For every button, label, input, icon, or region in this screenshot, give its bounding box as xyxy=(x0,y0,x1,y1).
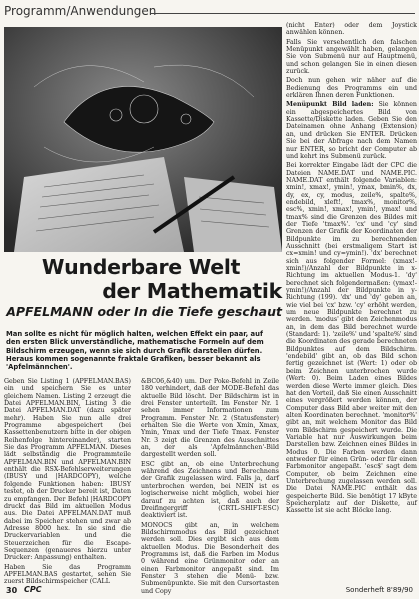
mandelbrot-photo xyxy=(4,27,282,252)
lead-paragraph: Man sollte es nicht für möglich halten, welchen Effekt ein paar, auf den ersten Blick unverständliche, mathematische Formeln auf dem Bildschirm erzeugen, wenn sie sich durch Grafik darstellen dürfen. Heraus kommen sogenannte fraktale Grafiken, besser bekannt als 'Apfelmännchen'. xyxy=(6,330,264,372)
section-header xyxy=(0,0,419,22)
col1-para-1: Geben Sie Listing 1 (APFELMAN.BAS) ein und speichern Sie es unter gleichem Namen. Listing 2 erzeugt die Datei APFELMAN.BIN, Listing 3 die Datei APFELMAN.DAT (dazu später mehr). Haben Sie nun alle drei Programme abgespeichert (bei Kassettenbenutzern bitte in der obigen Reihenfolge hintereinander), starten Sie das Programm APFELMAN. Dieses lädt selbständig die Programmteile APFELMAN.BIN und APFELMAN.BIN enthält die RSX-Befehlserweiterungen (IBUSY und |HARDCOPY), welche folgende Funktionen haben: IBUSY testet, ob der Drucker bereit ist, Daten zu empfangen. Der Befehl |HARDCOPY druckt das Bild im aktuellen Modus aus. Die Datei APFELMAN.DAT muß dabei im Speicher stehen und zwar ab Adresse 8000 hex. In sie sind die Druckervariablen und die Steuerzeichen für die Escape-Sequenzen (genaueres hierzu unter Drucker: Anpassung) enthalten. xyxy=(4,378,131,562)
side-para-5: Bei korrekter Eingabe lädt der CPC die Dateien NAME.DAT und NAME.PIC. NAME.DAT enthält folgende Variablen: xmin!, xmax!, ymin!, ymax, bmin%, dx, dy, ex, cy, modus, zeile%, spalte%, endebild, xleft!, tmax%, monitor%, esc%, xmin!, xmax!, ymin!, ymax! und tmax% sind die Grenzen des Bildes mit der Tiefe 'tmax%'. 'cx' und 'cy' sind Grenzen der Grafik der Koordinaten der Bildpunkte im zu berechnenden Ausschnitt (bei erstmaligem Start ist cx=xmin! und cy=ymin!). 'dx' berechnet sich aus folgender Formel: (xmax!-xmin!)/Anzahl der Bildpunkte in x-Richtung im aktuellen Modus-1. 'dy' berechnet sich folgendermaßen: (ymax!-ymin!)/Anzahl der Bildpunkte in y-Richtung (199). 'dx' und 'dy' geben an, wie viel bei 'cx' bzw. 'cy' erhöht werden, um neue Bildpunkte berechnet zu werden. 'modus' gibt den Zeichenmodus an, in dem das Bild berechnet wurde (Standard: 1). 'zeile%' und 'spalte%' sind die Koordinaten des gerade berechneten Bildpunktes auf dem Bildschirm. 'endebild' gibt an, ob das Bild schon fertig gezeichnet ist (Wert: 1) oder ob beim Zeichnen unterbrochen wurde (Wert: 0). Beim Laden eines Bildes werden diese Werte immer gleich. Dies hat den Vorteil, daß Sie einen Ausschnitt eines vergrößert werden können, der Computer dass Bild aber weiter mit den alten Koordinaten berechnet. 'monitor%' gibt an, mit welchem Monitor das Bild vom Bildschirm gespeichert wurde. Die Variable hat nur Auswirkungen beim Darstellen bzw. Zeichnen eines Bildes in Modus 0. Die Farben werden dann entweder für einen Grün- oder für einen Farbmonitor angepaßt. 'esc$' sagt dem Computer, ob beim Zeichnen eine Unterbrechung zugelassen werden soll. Die Datei NAME.PIC enthält das gespeicherte Bild. Sie benötigt 17 kByte Speicherplatz auf der Diskette, auf Kassette ist sie acht Blöcke lang. xyxy=(286,162,417,515)
menu-heading: Menüpunkt Bild laden: xyxy=(286,101,374,109)
body-column-2 xyxy=(141,378,279,597)
section-title: Programm/Anwendungen xyxy=(4,4,157,18)
side-para-1: (nicht Enter) oder dem Joystick anwählen können. xyxy=(286,22,417,37)
side-para-3: Doch nun gehen wir näher auf die Bedienung des Programms ein und erklären Ihnen deren Funktionen. xyxy=(286,77,417,100)
col1-para-2: Haben Sie das Programm APFELMAN.BAS gestartet, sehen Sie zuerst Bildschirmspeicher (CALL xyxy=(4,563,131,586)
title-line-1: Wunderbare Welt xyxy=(41,255,241,279)
page-footer xyxy=(0,583,419,599)
subtitle: APFELMANN oder In die Tiefe geschaut xyxy=(6,304,282,319)
title-line-2: der Mathematik xyxy=(102,279,282,303)
col2-para-2: ESC gibt an, ob eine Unterbrechung während des Zeichnens und Berechnens der Grafik zugelassen wird. Falls ja, darf unterbrochen werden, bei NEIN ist es logischerweise nicht möglich, wobei hier darauf zu achten ist, daß auch der Dreifingergriff (CRTL-SHIFT-ESC) deaktiviert ist. xyxy=(141,460,279,520)
col2-para-3: MONOCS gibt an, in welchem Bildschirmmodus das Bild gezeichnet werden soll. Dies ergibt sich aus dem aktuellen Modus. Die Besonderheit des Programms ist, daß die Farben im Modus 0 während eine Grünmonitor oder an einen Farbmonitor angepaßt sind. Im Fenster 3 stehen die Menü- bzw. Submenüpunkte. Sie mit den Cursortasten und Copy xyxy=(141,521,279,595)
header-rule xyxy=(150,13,415,14)
fractal-illustration xyxy=(4,27,282,252)
side-para-4 xyxy=(286,101,417,160)
menu-text: Sie können ein abgespeichertes Bild von Kassette/Diskette laden. Geben Sie den Dateinamen ohne Anhang (Extension) an, und drücken Sie ENTER. Drücken Sie bei der Abfrage nach dem Namen nur ENTER, so bricht der Computer ab und kehrt ins Submenü zurück. xyxy=(286,101,417,160)
col2-para-1: &BC06,&40) um. Der Poke-Befehl in Zeile 180 verhindert, daß der MODE-Befehl das aktuelle Bild löscht. Der Bildschirm ist in drei Fenster unterteilt. Im Fenster Nr. 1 sehen immer Informationen zum Programm. Fenster Nr. 2 (Statusfenster) erhalten Sie die Werte von Xmin, Xmax, Ymin, Ymax und der Tiefe Tmax. Fenster Nr. 3 zeigt die Grenzen des Ausschnittes an, der als 'Apfelmännchen'-Bild dargestellt werden soll. xyxy=(141,378,279,459)
page-number: 30 xyxy=(6,586,18,595)
issue-label: Sonderheft 8'89/90 xyxy=(345,586,413,594)
article-title xyxy=(0,254,419,326)
side-para-2: Falls Sie versehentlich den falschen Menüpunkt angewählt haben, gelangen Sie von Submenü nur auf Hauptmenü, und schon gelangen Sie in einen diesen zurück. xyxy=(286,38,417,76)
magazine-name: CPC xyxy=(24,585,42,594)
body-column-1 xyxy=(4,378,131,588)
paper-sheet-right xyxy=(184,177,282,252)
